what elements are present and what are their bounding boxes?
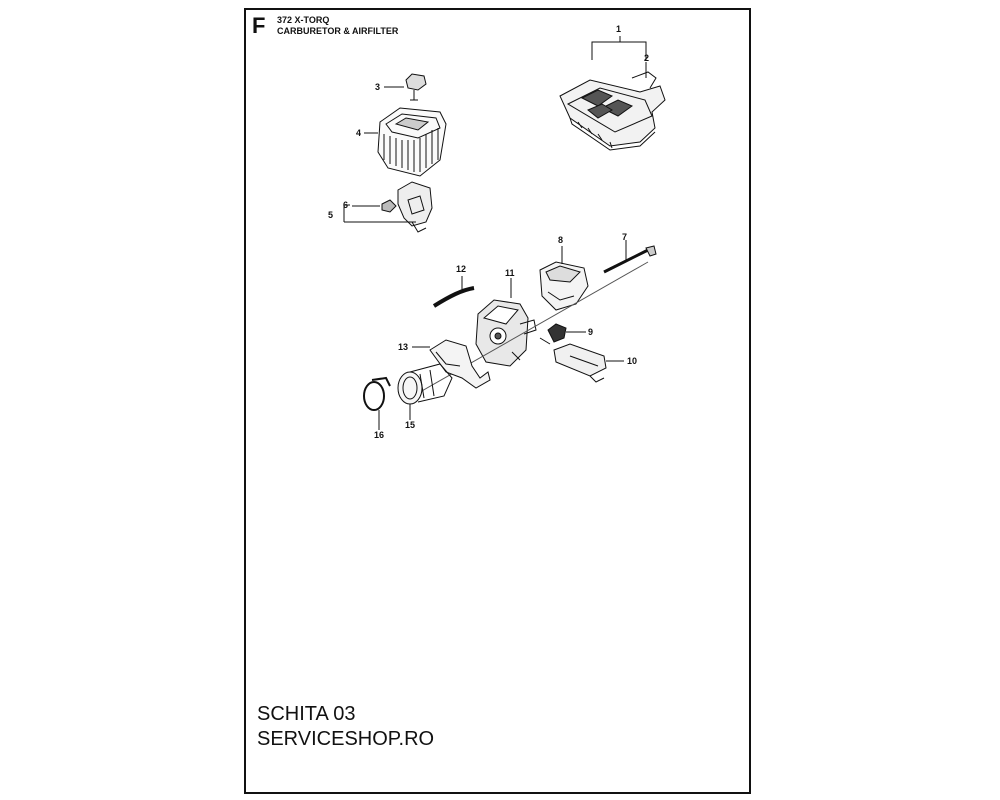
part-number-9: 9 xyxy=(588,327,594,337)
part-number-15: 15 xyxy=(405,420,416,430)
part-number-1: 1 xyxy=(616,24,622,34)
diagram-title: CARBURETOR & AIRFILTER xyxy=(277,26,399,36)
footer-site-label: SERVICESHOP.RO xyxy=(257,728,435,750)
filter-knob xyxy=(406,74,426,100)
filter-bracket xyxy=(398,182,432,232)
gasket xyxy=(540,324,566,344)
air-filter xyxy=(378,108,446,176)
footer-schema-label: SCHITA 03 xyxy=(257,703,356,725)
part-number-13: 13 xyxy=(398,342,409,352)
choke-lever xyxy=(554,344,606,382)
assembly-axis xyxy=(406,262,648,400)
intake-boot xyxy=(398,364,452,404)
part-number-5: 5 xyxy=(328,210,334,220)
part-number-16: 16 xyxy=(374,430,385,440)
leader-1 xyxy=(592,36,646,60)
part-number-2: 2 xyxy=(644,53,650,63)
carburetor xyxy=(476,300,536,366)
part-number-11: 11 xyxy=(505,268,515,278)
part-number-3: 3 xyxy=(375,82,381,92)
air-filter-cover xyxy=(560,72,665,150)
part-number-10: 10 xyxy=(627,356,638,366)
part-number-12: 12 xyxy=(456,264,467,274)
nut xyxy=(382,200,396,212)
part-number-4: 4 xyxy=(356,128,362,138)
model-name: 372 X-TORQ xyxy=(277,15,330,25)
hose-clamp xyxy=(364,378,390,410)
bolt xyxy=(604,246,656,272)
part-number-7: 7 xyxy=(622,232,628,242)
part-number-6: 6 xyxy=(343,200,349,210)
section-letter: F xyxy=(252,13,266,38)
fuel-hose xyxy=(434,288,474,306)
intake-flange xyxy=(540,262,588,310)
part-number-8: 8 xyxy=(558,235,564,245)
